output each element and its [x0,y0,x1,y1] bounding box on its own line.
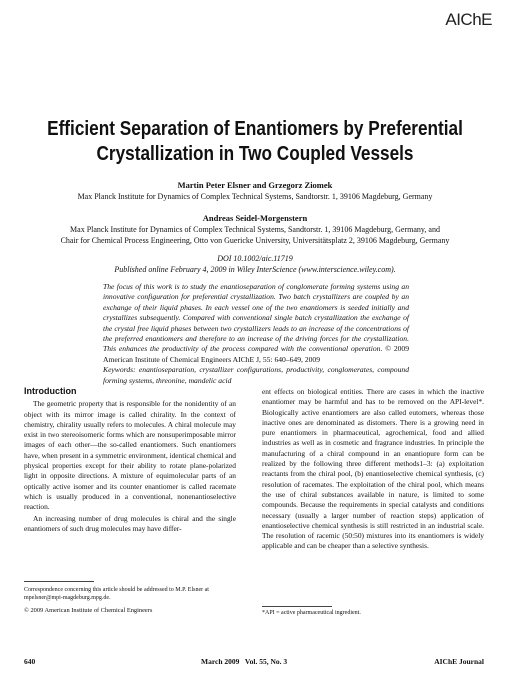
author-block-2 [0,213,510,246]
correspondence-footnote: Correspondence concerning this article should be addressed to M.P. Elsner at mpelsner@mpi-magdeburg.mpg.de. [24,587,209,601]
abstract [103,282,409,386]
body-paragraph: ent effects on biological entities. There are cases in which the inactive enantiomer may be harmful and has to be removed on the API-level*. Biologically active enantiomers are also called eutomers, whereas those inactive ones are denominated as distomers. There is a growing need in pure enantiomers in pharmaceutical, agrochemical, food and allied industries as well as in cosmetic and fragrance industries. In principle the manufacturing of a chiral compound in an enantiopure form can be realized by the following three different methods1–3: (a) exploitation reactants from the chiral pool, (b) enantioselective chemical synthesis, (c) resolution of racemates. The exploitation of the chiral pool, which means the use of chiral substances available in nature, is limited to some compounds. Because the requirements in special catalysts and conditions necessary (usually a larger number of reaction steps) application of enantioselective chemical synthesis is still restricted in an industrial scale. The resolution of racemic (50:50) mixtures into its enantiomers is widely applicable and can be cheaper than a selective synthesis. [262,387,484,551]
journal-name: AIChE Journal [434,657,484,666]
title-line-1: Efficient Separation of Enantiomers by Preferential [47,118,463,140]
doi: DOI 10.1002/aic.11719 [217,254,293,263]
keywords: Keywords: enantioseparation, crystallizer configurations, productivity, conglomerates, compound forming systems, threonine, mandelic acid [103,365,409,385]
issue-info: March 2009 Vol. 55, No. 3 [201,657,288,666]
abstract-text: The focus of this work is to study the enantioseparation of conglomerate forming systems using an innovative configuration for preferential crystallization. Two batch crystallizers are coupled by an exchange of their liquid phases. In each vessel one of the two enantiomers is seeded initially and crystallizes subsequently. Compared with conventional single batch crystallization the exchange of the crystal free liquid phases between two crystallizers leads to an increase of the concentrations of the preferred enantiomers and therefore to an increase of the driving forces for the crystallization. This enhances the productivity of the process compared with the conventional operation. [103,282,409,354]
journal-logo: AIChE [445,10,492,29]
section-heading: Introduction [24,386,77,396]
left-column [24,386,236,535]
body-paragraph: An increasing number of drug molecules is chiral and the single enantiomers of such drug molecules may have differ- [24,513,236,533]
title-line-2: Crystallization in Two Coupled Vessels [96,143,414,165]
author-block-1 [0,180,510,202]
article-title [36,117,475,167]
footnote-divider [262,606,332,607]
api-footnote: *API = active pharmaceutical ingredient. [262,610,361,616]
doi-block [0,253,510,275]
copyright-footnote: © 2009 American Institute of Chemical Engineers [24,607,153,614]
right-column [262,387,484,553]
abstract-copyright: © 2009 American Institute of Chemical Engineers AIChE J, 55: 640–649, 2009 [103,344,410,364]
author-affiliation: Max Planck Institute for Dynamics of Complex Technical Systems, Sandtorstr. 1, 39106 Magdeburg, Germany, and [70,225,440,234]
footnote-divider [24,581,94,582]
page-number: 640 [24,657,36,666]
author-affiliation: Max Planck Institute for Dynamics of Complex Technical Systems, Sandtorstr. 1, 39106 Magdeburg, Germany [77,192,433,201]
publication-info: Published online February 4, 2009 in Wiley InterScience (www.interscience.wiley.com). [114,265,396,274]
author-names: Andreas Seidel-Morgenstern [202,213,308,223]
author-affiliation: Chair for Chemical Process Engineering, Otto von Guericke University, Universitätsplatz 2, 39106 Magdeburg, Germany [60,236,450,245]
body-paragraph: The geometric property that is responsible for the nonidentity of an object with its mirror image is called chirality. In the context of chemistry, chirality usually refers to molecules. A chiral molecule may exist in two stereoisomeric forms which are nonsuperimposable mirror images of each other—the so-called enantiomers. Such enantiomers have, when present in a symmetric environment, identical chemical and physical properties except for their ability to rotate plane-polarized light in opposite directions. A mixture of equimolecular parts of an optically active isomer and its counter enantiomer is called racemate which is usually produced in a conventional, nonenantioselective reaction. [24,399,236,512]
author-names: Martin Peter Elsner and Grzegorz Ziomek [177,180,333,190]
